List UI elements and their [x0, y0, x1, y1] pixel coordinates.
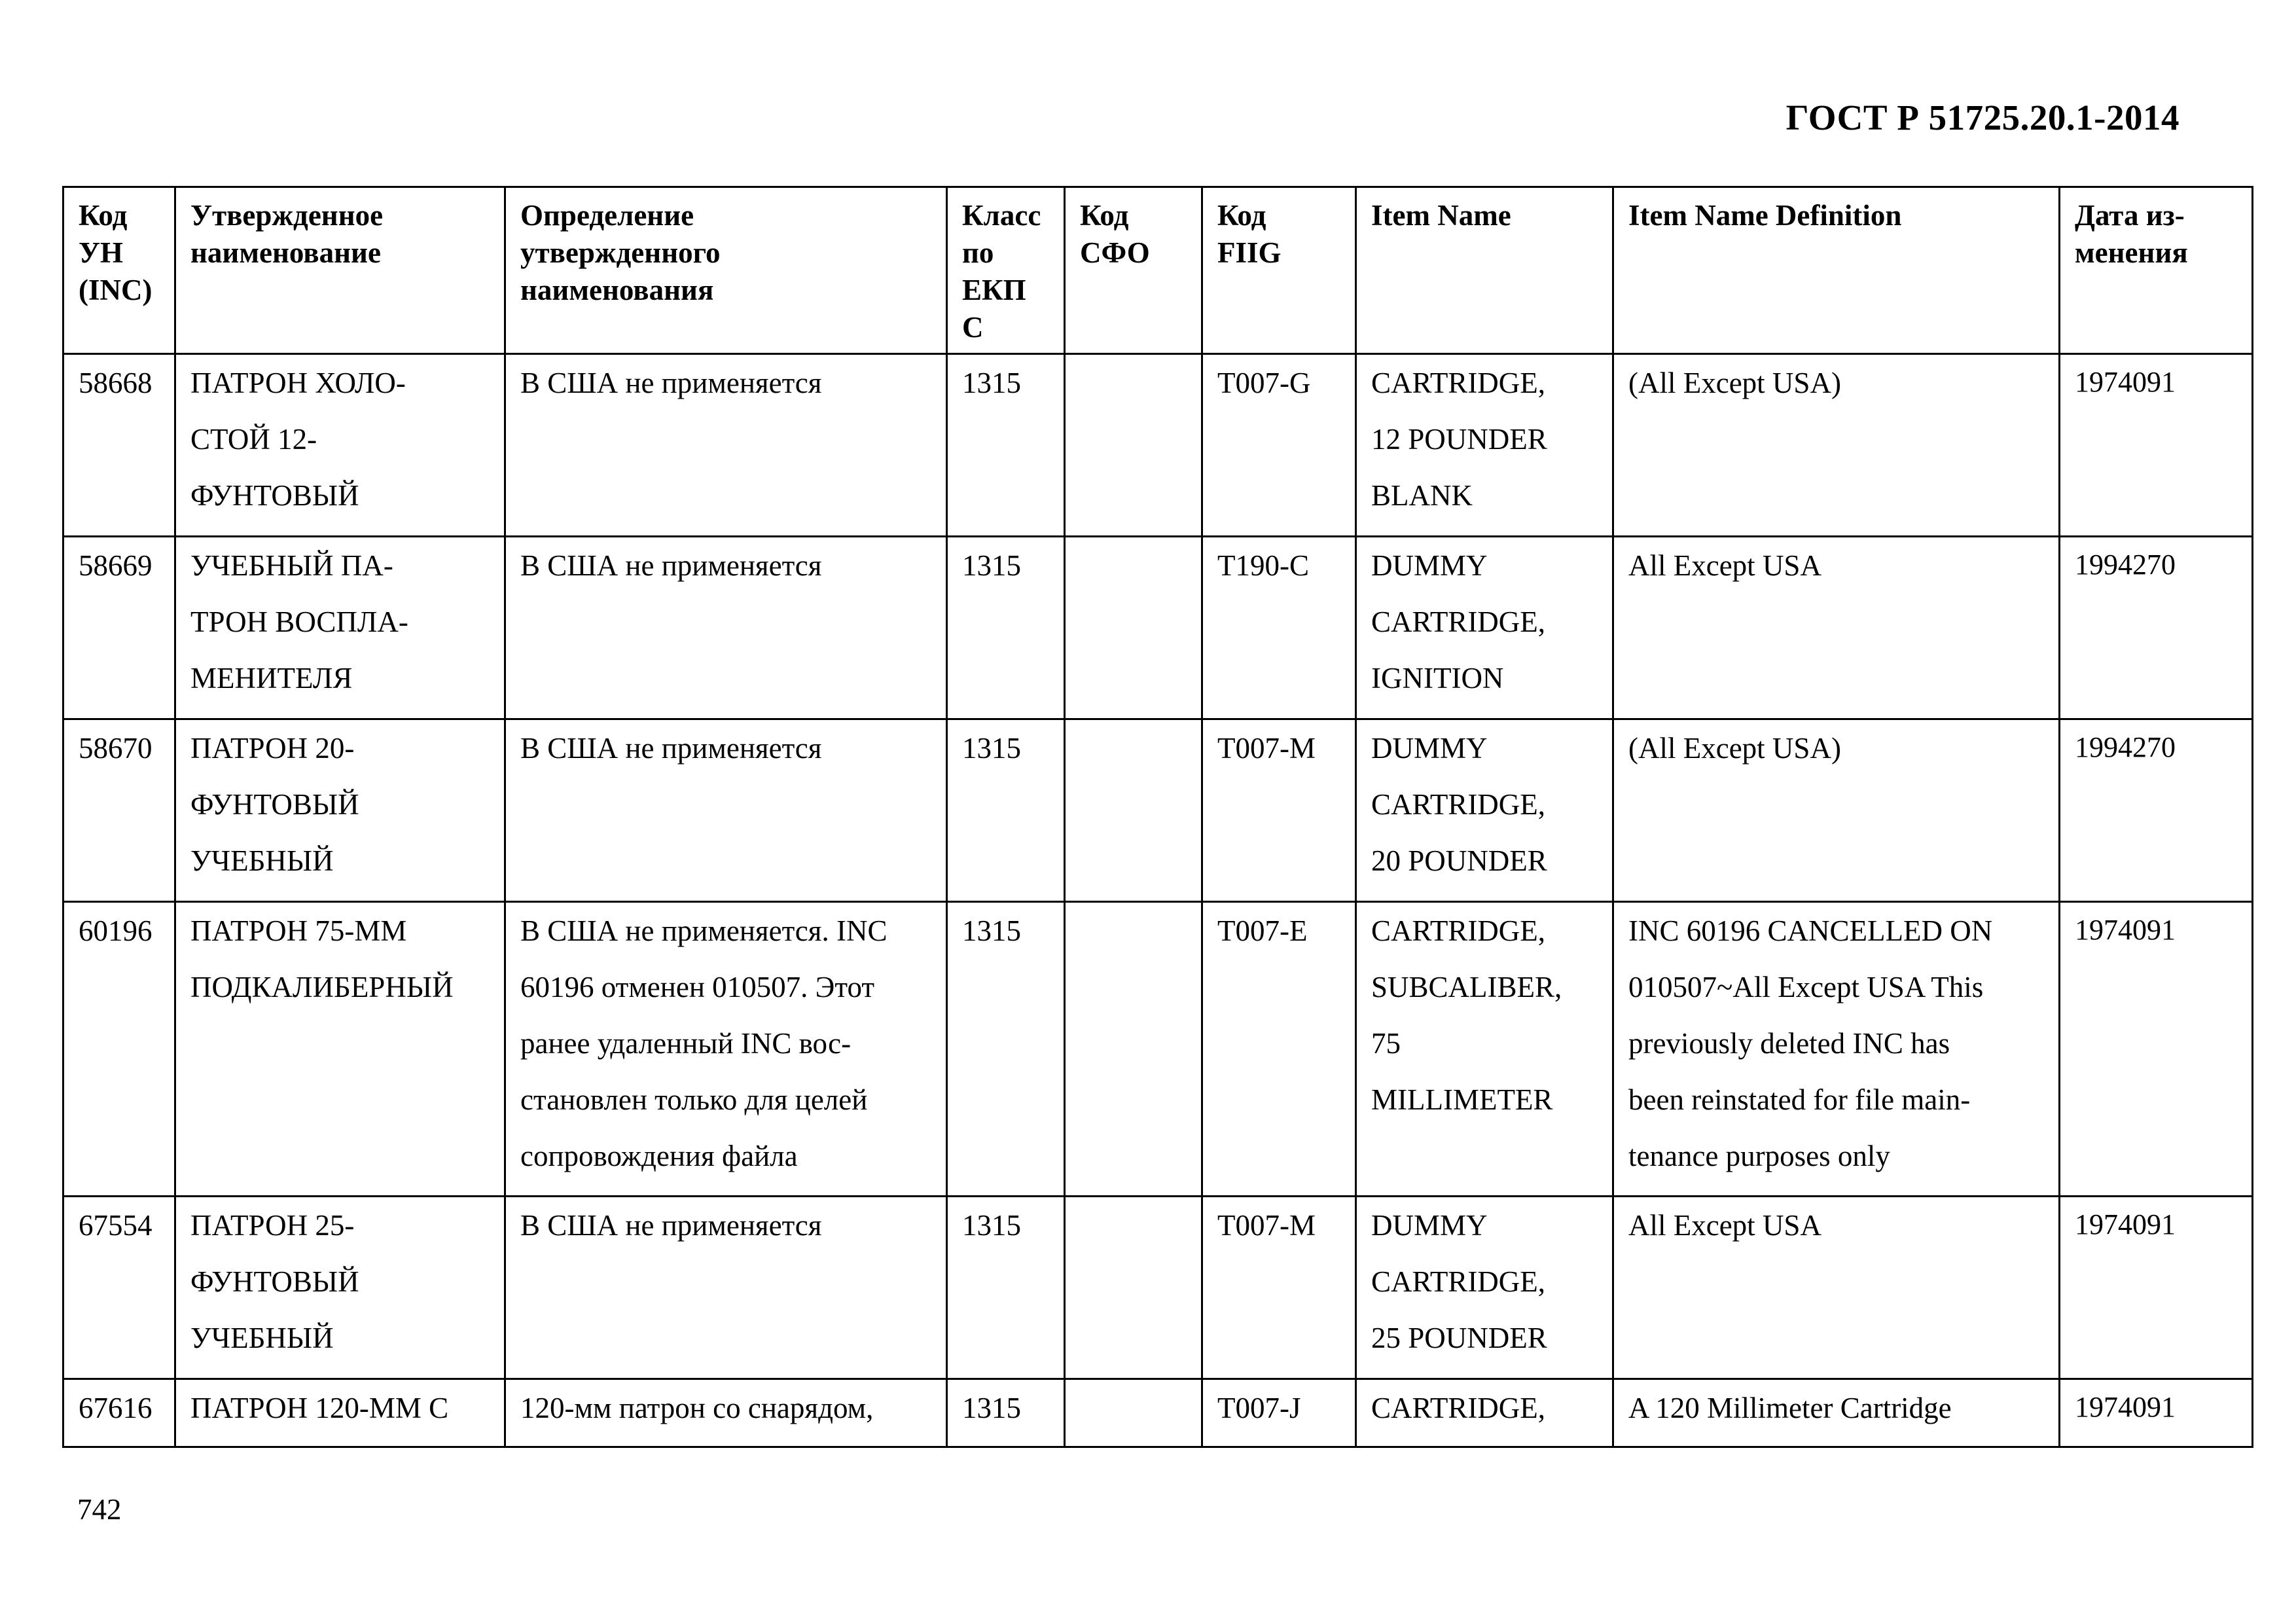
cell-fiig: T007-M [1202, 719, 1356, 902]
cell-change-date: 1974091 [2060, 1197, 2253, 1379]
cell-inc: 58669 [63, 537, 175, 719]
cell-inc: 67616 [63, 1379, 175, 1447]
cell-name-ru: ПАТРОН 120-ММ С [175, 1379, 505, 1447]
header-approved-name: Утвержденное наименование [175, 187, 505, 354]
table-header-row [63, 187, 2253, 354]
cell-sfo-code [1065, 1379, 1202, 1447]
cell-change-date: 1974091 [2060, 354, 2253, 537]
cell-name-ru: ПАТРОН 25- ФУНТОВЫЙ УЧЕБНЫЙ [175, 1197, 505, 1379]
cell-item-name: CARTRIDGE, 12 POUNDER BLANK [1356, 354, 1613, 537]
cell-fiig: T007-E [1202, 902, 1356, 1197]
cell-change-date: 1994270 [2060, 537, 2253, 719]
header-item-name: Item Name [1356, 187, 1613, 354]
table-row [63, 902, 2253, 1197]
table-row [63, 719, 2253, 902]
cell-name-ru: ПАТРОН 75-ММ ПОДКАЛИБЕРНЫЙ [175, 902, 505, 1197]
table-row [63, 354, 2253, 537]
header-inc-code: Код УН (INC) [63, 187, 175, 354]
cell-item-name-definition: (All Except USA) [1613, 719, 2060, 902]
cell-item-name: DUMMY CARTRIDGE, IGNITION [1356, 537, 1613, 719]
cell-fsc-class: 1315 [947, 1197, 1065, 1379]
cell-item-name-definition: INC 60196 CANCELLED ON 010507~All Except USA This previously deleted INC has been reinstated for file main- tenance purposes only [1613, 902, 2060, 1197]
cell-sfo-code [1065, 537, 1202, 719]
cell-definition-ru: В США не применяется [505, 719, 947, 902]
registry-table [62, 186, 2253, 1448]
cell-fiig: T190-C [1202, 537, 1356, 719]
header-name-definition-ru: Определение утвержденного наименования [505, 187, 947, 354]
cell-fiig: T007-J [1202, 1379, 1356, 1447]
cell-fiig: T007-M [1202, 1197, 1356, 1379]
header-fiig-code: Код FIIG [1202, 187, 1356, 354]
cell-name-ru: ПАТРОН 20- ФУНТОВЫЙ УЧЕБНЫЙ [175, 719, 505, 902]
cell-definition-ru: В США не применяется. INC 60196 отменен 010507. Этот ранее удаленный INC вос- становлен только для целей сопровождения файла [505, 902, 947, 1197]
cell-item-name-definition: All Except USA [1613, 537, 2060, 719]
cell-fsc-class: 1315 [947, 537, 1065, 719]
cell-inc: 58670 [63, 719, 175, 902]
cell-item-name: DUMMY CARTRIDGE, 20 POUNDER [1356, 719, 1613, 902]
header-sfo-code: Код СФО [1065, 187, 1202, 354]
cell-item-name-definition: All Except USA [1613, 1197, 2060, 1379]
cell-fsc-class: 1315 [947, 719, 1065, 902]
cell-fsc-class: 1315 [947, 354, 1065, 537]
page-number: 742 [77, 1493, 122, 1526]
table-row [63, 1197, 2253, 1379]
cell-inc: 58668 [63, 354, 175, 537]
document-standard-title: ГОСТ Р 51725.20.1-2014 [1785, 98, 2179, 137]
cell-definition-ru: 120-мм патрон со снарядом, [505, 1379, 947, 1447]
cell-definition-ru: В США не применяется [505, 537, 947, 719]
cell-definition-ru: В США не применяется [505, 354, 947, 537]
cell-item-name: CARTRIDGE, [1356, 1379, 1613, 1447]
cell-name-ru: УЧЕБНЫЙ ПА- ТРОН ВОСПЛА- МЕНИТЕЛЯ [175, 537, 505, 719]
cell-definition-ru: В США не применяется [505, 1197, 947, 1379]
table-row [63, 537, 2253, 719]
cell-inc: 60196 [63, 902, 175, 1197]
cell-sfo-code [1065, 902, 1202, 1197]
table-row [63, 1379, 2253, 1447]
cell-item-name: CARTRIDGE, SUBCALIBER, 75 MILLIMETER [1356, 902, 1613, 1197]
cell-change-date: 1994270 [2060, 719, 2253, 902]
cell-sfo-code [1065, 719, 1202, 902]
cell-item-name: DUMMY CARTRIDGE, 25 POUNDER [1356, 1197, 1613, 1379]
header-item-name-definition: Item Name Definition [1613, 187, 2060, 354]
cell-name-ru: ПАТРОН ХОЛО- СТОЙ 12- ФУНТОВЫЙ [175, 354, 505, 537]
cell-change-date: 1974091 [2060, 902, 2253, 1197]
cell-inc: 67554 [63, 1197, 175, 1379]
cell-item-name-definition: A 120 Millimeter Cartridge [1613, 1379, 2060, 1447]
header-change-date: Дата из- менения [2060, 187, 2253, 354]
cell-fsc-class: 1315 [947, 902, 1065, 1197]
cell-sfo-code [1065, 354, 1202, 537]
cell-sfo-code [1065, 1197, 1202, 1379]
cell-fsc-class: 1315 [947, 1379, 1065, 1447]
cell-change-date: 1974091 [2060, 1379, 2253, 1447]
header-fsc-class: Класс по ЕКП С [947, 187, 1065, 354]
cell-fiig: T007-G [1202, 354, 1356, 537]
cell-item-name-definition: (All Except USA) [1613, 354, 2060, 537]
